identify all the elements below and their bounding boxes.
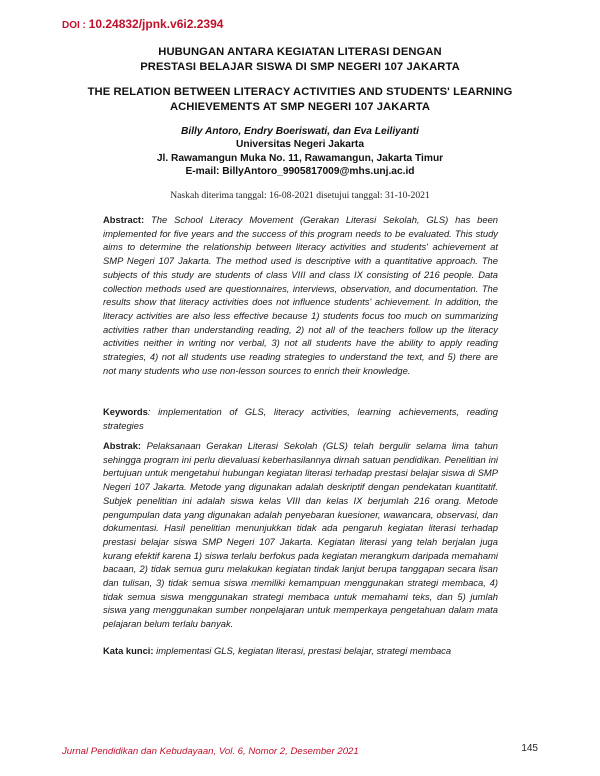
journal-footer: Jurnal Pendidikan dan Kebudayaan, Vol. 6, Nomor 2, Desember 2021 [62, 746, 359, 757]
title-english [60, 85, 540, 115]
abstract-en-label: Abstract: [103, 214, 145, 225]
title-indonesian [60, 45, 540, 75]
received-date: Naskah diterima tanggal: 16-08-2021 disetujui tanggal: 31-10-2021 [170, 190, 430, 201]
keywords-en-label: Keywords [103, 406, 148, 417]
page-number: 145 [521, 743, 538, 754]
keywords-en-text: : implementation of GLS, literacy activities, learning achievements, reading strategies [103, 406, 498, 431]
title-id-line-1: HUBUNGAN ANTARA KEGIATAN LITERASI DENGAN [158, 46, 442, 58]
abstract-id-label: Abstrak: [103, 440, 142, 451]
author-email[interactable]: E-mail: BillyAntoro_9905817009@mhs.unj.ac.id [185, 165, 415, 177]
doi-prefix: DOI : [62, 20, 89, 31]
abstract-english [103, 213, 498, 377]
doi-link[interactable]: 10.24832/jpnk.v6i2.2394 [88, 17, 224, 31]
author-block [60, 125, 540, 178]
author-institution: Universitas Negeri Jakarta [236, 139, 364, 151]
keywords-indonesian [103, 644, 498, 658]
keywords-english [103, 405, 498, 432]
abstract-en-text: The School Literacy Movement (Gerakan Literasi Sekolah, GLS) has been implemented for five years and the success of this program needs to be evaluated. This study aims to determine the relationship between literacy activities and students' achievement at SMP Negeri 107 Jakarta. The method used is descriptive with a quantitative approach. The subjects of this study are students of class VIII and class IX consisting of 216 people. Data collection methods used are questionnaires, interviews, observation, and documentation. The results show that literacy activities does not influence students' achievement. In addition, the literacy activities are also less effective because 1) students focus too much on summarizing activities rather than understanding reading, 2) not all of the teachers follow up the literacy activities neither in writing nor verbal, 3) not all students have the ability to apply reading strategies, 4) not all students use reading strategies to understand the text, and 5) there are not many students who use non-lesson sources to enrich their knowledge. [103, 214, 498, 376]
abstract-indonesian [103, 439, 498, 631]
title-en-line-2: ACHIEVEMENTS AT SMP NEGERI 107 JAKARTA [169, 101, 431, 113]
title-id-line-2: PRESTASI BELAJAR SISWA DI SMP NEGERI 107 JAKARTA [140, 61, 460, 73]
author-names: Billy Antoro, Endry Boeriswati, dan Eva Leiliyanti [181, 126, 419, 137]
abstract-id-text: Pelaksanaan Gerakan Literasi Sekolah (GLS) telah bergulir selama lima tahun sehingga program ini perlu dievaluasi keberhasilannya dirnah satuan pendidikan. Penelitian ini bertujuan untuk mengetahui hubungan kegiatan literasi terhadap prestasi belajar siswa di SMP Negeri 107 Jakarta. Metode yang digunakan adalah deskriptif dengan pendekatan kuantitatif. Subjek penelitian ini adalah siswa kelas VIII dan kelas IX berjumlah 216 orang. Metode pengumpulan data yang digunakan adalah penyebaran kuesioner, wawancara, observasi, dan dokumentasi. Hasil penelitian menunjukkan tidak ada pengaruh kegiatan literasi terhadap prestasi belajar siswa SMP Negeri 107 Jakarta. Kegiatan literasi yang telah berjalan juga kurang efektif karena 1) siswa terlalu berfokus pada kegiatan merangkum daripada memahami bacaan, 2) tidak semua guru melakukan kegiatan tindak lanjut berupa tanggapan secara lisan dan tulisan, 3) tidak semua siswa memiliki kemampuan menggunakan strategi membaca, 4) tidak semua siswa menggunakan strategi membaca untuk memahami teks, dan 5) jumlah siswa yang menggunakan sumber nonpelajaran untuk memperkaya pengetahuan dalam mata pelajaran belum terlalu banyak. [103, 440, 498, 630]
doi[interactable] [62, 17, 223, 31]
keywords-id-label: Kata kunci: [103, 645, 154, 656]
title-en-line-1: THE RELATION BETWEEN LITERACY ACTIVITIES AND STUDENTS' LEARNING [87, 86, 513, 98]
author-address: Jl. Rawamangun Muka No. 11, Rawamangun, Jakarta Timur [156, 152, 444, 164]
keywords-id-text: implementasi GLS, kegiatan literasi, prestasi belajar, strategi membaca [153, 645, 452, 656]
